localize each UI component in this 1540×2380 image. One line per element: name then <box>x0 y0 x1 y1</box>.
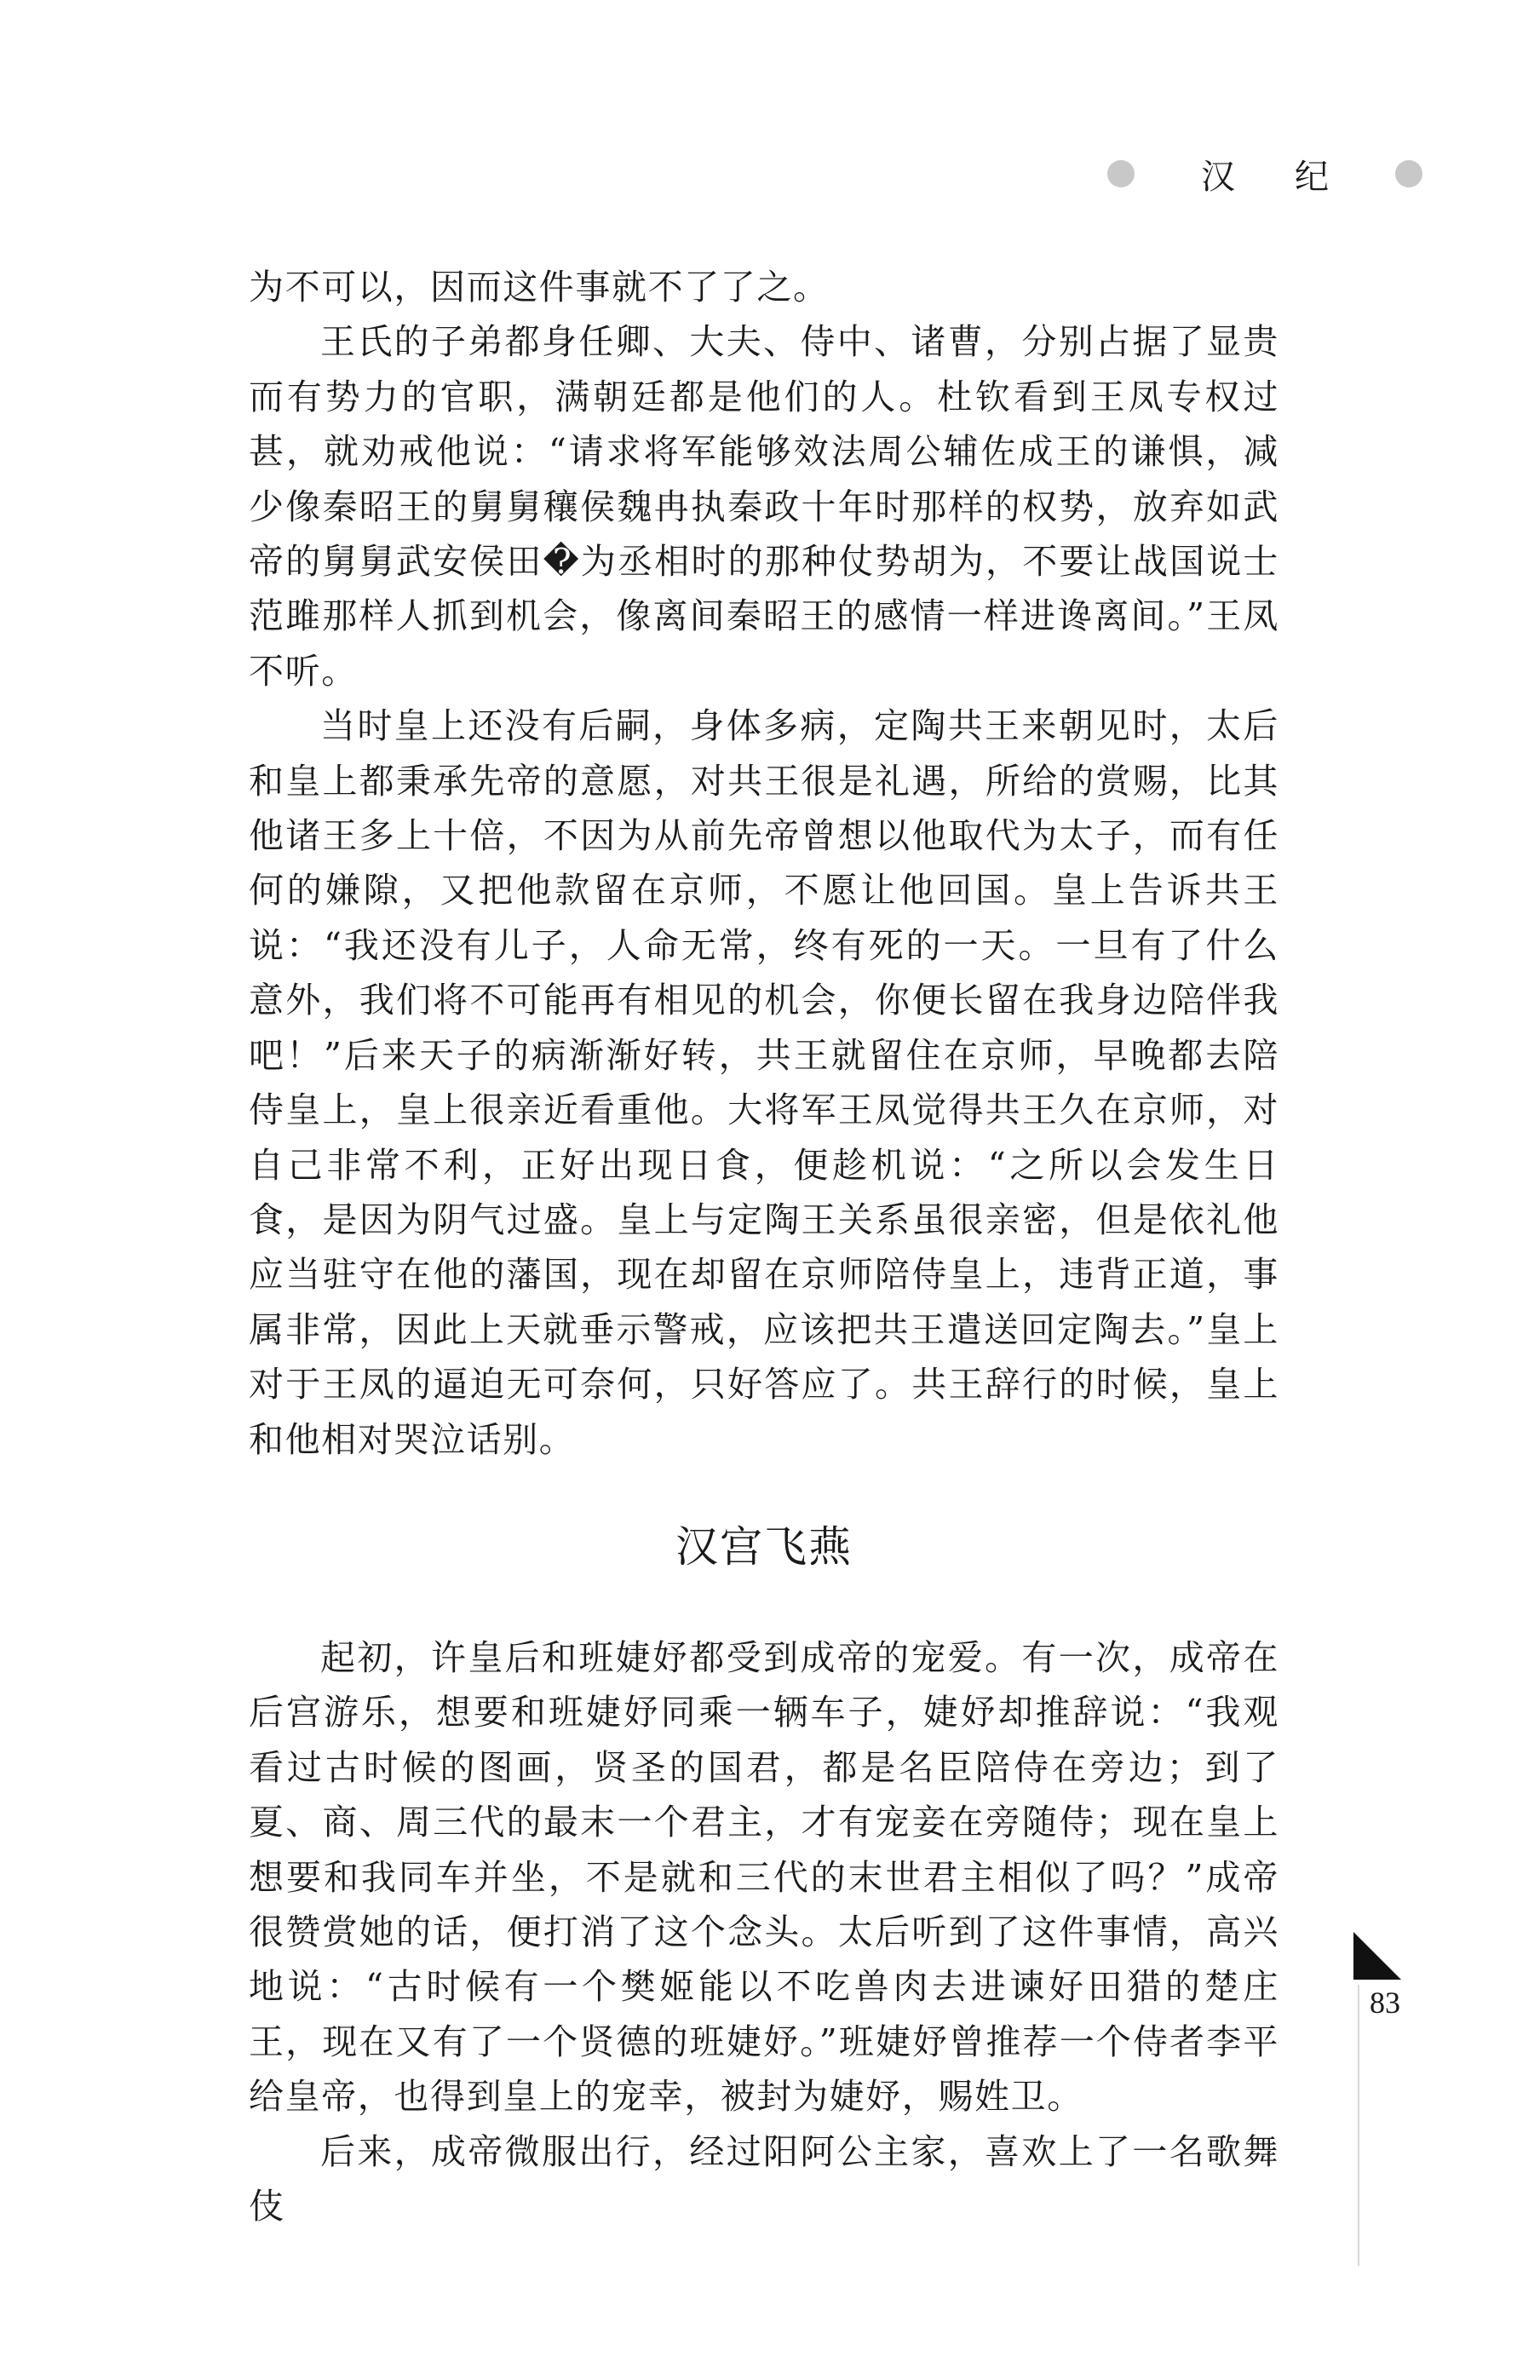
section-title: 汉宫飞燕 <box>675 1521 853 1572</box>
page-body <box>249 260 1279 2233</box>
header-char-2: 纪 <box>1295 157 1329 197</box>
paragraph: 当时皇上还没有后嗣，身体多病，定陶共王来朝见时，太后和皇上都秉承先帝的意愿，对共王很是礼遇，所给的赏赐，比其他诸王多上十倍，不因为从前先帝曾想以他取代为太子，而有任何的嫌隙，又把他款留在京师，不愿让他回国。皇上告诉共王说：“我还没有儿子，人命无常，终有死的一天。一旦有了什么意外，我们将不可能再有相见的机会，你便长留在我身边陪伴我吧！”后来天子的病渐渐好转，共王就留住在京师，早晚都去陪侍皇上，皇上很亲近看重他。大将军王凤觉得共王久在京师，对自己非常不利，正好出现日食，便趁机说：“之所以会发生日食，是因为阴气过盛。皇上与定陶王关系虽很亲密，但是依礼他应当驻守在他的藩国，现在却留在京师陪侍皇上，违背正道，事属非常，因此上天就垂示警戒，应该把共王遣送回定陶去。”皇上对于王凤的逼迫无可奈何，只好答应了。共王辞行的时候，皇上和他相对哭泣话别。 <box>249 705 1279 1460</box>
paragraph: 王氏的子弟都身任卿、大夫、侍中、诸曹，分别占据了显贵而有势力的官职，满朝廷都是他们的人。杜钦看到王凤专权过甚，就劝戒他说：“请求将军能够效法周公辅佐成王的谦惧，减少像秦昭王的舅舅穰侯魏冉执秦政十年时那样的权势，放弃如武帝的舅舅武安侯田�为丞相时的那种仗势胡为，不要让战国说士范雎那样人抓到机会，像离间秦昭王的感情一样进谗离间。”王凤不听。 <box>249 321 1279 692</box>
paragraph-continued: 为不可以，因而这件事就不了了之。 <box>249 267 830 308</box>
header-title <box>1201 150 1329 198</box>
header-char-1: 汉 <box>1201 157 1235 197</box>
margin-rule <box>1358 1985 1359 2266</box>
page-corner-triangle-icon <box>1353 1932 1401 1980</box>
running-header <box>1107 143 1422 204</box>
paragraph: 后来，成帝微服出行，经过阳阿公主家，喜欢上了一名歌舞伎 <box>249 2130 1279 2227</box>
page-number: 83 <box>1370 1986 1400 2020</box>
header-left-dot-icon <box>1107 160 1135 187</box>
paragraph: 起初，许皇后和班婕妤都受到成帝的宠爱。有一次，成帝在后宫游乐，想要和班婕妤同乘一辆车子，婕妤却推辞说：“我观看过古时候的图画，贤圣的国君，都是名臣陪侍在旁边；到了夏、商、周三代的最末一个君主，才有宠妾在旁随侍；现在皇上想要和我同车并坐，不是就和三代的末世君主相似了吗？”成帝很赞赏她的话，便打消了这个念头。太后听到了这件事情，高兴地说：“古时候有一个樊姬能以不吃兽肉去进谏好田猎的楚庄王，现在又有了一个贤德的班婕妤。”班婕妤曾推荐一个侍者李平给皇帝，也得到皇上的宠幸，被封为婕妤，赐姓卫。 <box>249 1636 1279 2118</box>
header-right-dot-icon <box>1395 160 1422 187</box>
